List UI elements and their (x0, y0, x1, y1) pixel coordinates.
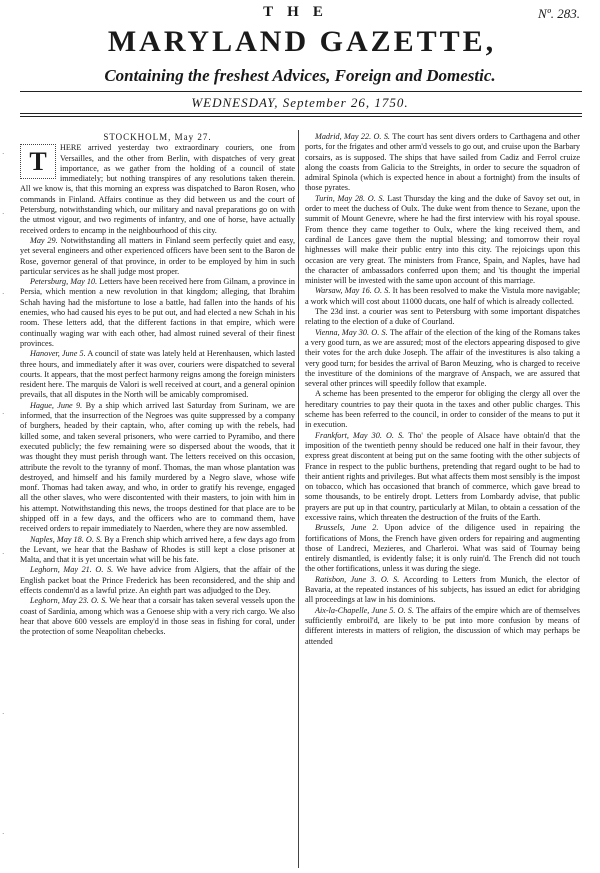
article-text: It has been resolved to make the Vistula more navigable; a work which will cost about 11000 ducats, one half of which is already collected. (305, 286, 580, 306)
article-paragraph (20, 565, 295, 596)
issue-number: Nº. 283. (538, 6, 580, 21)
left-column (20, 132, 295, 867)
opening-article (20, 143, 295, 236)
masthead-the: THE (263, 4, 337, 20)
page-edge-marks: · · · · · · · (2, 150, 5, 838)
article-text: The affair of the election of the king of the Romans takes a very good turn, as we are assured; most of the electors appearing disposed to give their votes for the arch duke Joseph. The affair of the investitures is also taking a very good turn; for besides the arrival of Baron Meuzing, who is charged to receive the investiture of the dominions of the margrave of Anspach, we are assured that several other princes will speedily follow that example. (305, 327, 580, 389)
article-paragraph (305, 132, 580, 194)
article-dateline: Aix-la-Chapelle, June 5. O. S. (315, 605, 414, 615)
article-text: We hear that a corsair has taken several vessels upon the coast of Sardinia, among which was a Genoese ship with a very rich cargo. We also hear that above 600 vessels are employ'd in those seas in fishing for coral, under the protection of some Neapolitan chebecks. (20, 596, 295, 637)
article-dateline: Ratisbon, June 3. O. S. (315, 574, 400, 584)
dateline: WEDNESDAY, September 26, 1750. (191, 95, 409, 110)
article-text: Upon advice of the diligence used in repairing the fortifications of Mons, the French have given orders for repairing and augmenting those of Landreci, Mezieres, and Charleroi. What was said of Tournay being entirely dismantled, is evidently false; it is only ruin'd. The French did not touch the other fortifications, unless it was during the siege. (305, 523, 580, 574)
article-text: We have advice from Algiers, that the affair of the English packet boat the Prince Frederick has been reconsidered, and the ship and effects condemn'd as a lawful prize. An eighth part was adjudged to the Dey. (20, 565, 295, 596)
article-text: Tho' the people of Alsace have obtain'd that the imposition of the twentieth penny should be reduced one half in their favour, they express great discontent at being put on the same footing with the other subjects of France in respect to the public burthens, pretending that regard ought to be had to their antient rights and privileges. But what affects them most sensibly is the impost on tobacco, which has occasioned that branch of commerce, which gave bread to some thousands, to be entirely dropt. Letters from Lombardy advise, that public prayers are put up in that country, particularly at Milan, to obtain a cessation of the excessive rains, which threaten the destruction of the fruits of the Earth. (305, 430, 580, 522)
opening-dateline: STOCKHOLM, May 27. (103, 132, 212, 142)
article-paragraph (305, 194, 580, 287)
article-dateline: Turin, May 28. O. S. (315, 193, 385, 203)
article-dateline: May 29. (30, 235, 58, 245)
article-paragraph (20, 535, 295, 566)
article-dateline: Hague, June 9. (30, 400, 83, 410)
article-text: The affairs of the empire which are of themselves sufficiently embroil'd, are likely to be put into more confusion by means of different interests in matters of religion, the discussion of which may perhaps be attended (305, 605, 580, 646)
article-paragraph (20, 401, 295, 535)
article-paragraph (305, 307, 580, 328)
right-articles (305, 132, 580, 647)
article-paragraph (305, 606, 580, 647)
article-text: The 23d inst. a courier was sent to Petersburg with some important dispatches relating to the election of a duke of Courland. (305, 307, 580, 327)
left-articles (20, 236, 295, 638)
article-paragraph (20, 236, 295, 277)
article-dateline: Warsaw, May 16. O. S. (315, 286, 391, 296)
article-dateline: Madrid, May 22. O. S. (315, 132, 390, 141)
article-paragraph (305, 523, 580, 574)
article-paragraph (305, 286, 580, 307)
article-dateline: Vienna, May 30. O. S. (315, 327, 388, 337)
article-dateline: Hanover, June 5. (30, 349, 86, 359)
newspaper-title: MARYLAND GAZETTE, (107, 25, 497, 58)
article-text: According to Letters from Munich, the elector of Bavaria, at the repeated instances of his subjects, has issued an edict for abridging all proceedings at law in his dominions. (305, 574, 580, 605)
article-dateline: Petersburg, May 10. (30, 277, 98, 287)
article-paragraph (305, 389, 580, 430)
article-text: By a ship which arrived last Saturday from Surinam, we are informed, that the insurrection of the Negroes was quite suppressed by a company of burghers, headed by their captain, who, after coming up with the rebels, had killed some, and taken several prisoners, who were carried to Pyramibo, and there executed publicly; the few remaining were so dispersed about the woods, that it was thought they must perish through want. The letters received on this occasion, attribute the revolt to the tyranny of monf. Thomas, the man whose plantation was destroyed, and himself and his family murdered by a Negro slave, whose wife monf. Thomas had taken away, and who, in order to gratify his revenge, engaged all the other slaves, who were discontented with their masters, to join with him in his attempt. Notwithstanding this news, the troops destined for that place are to be shipped off in a few days, and the officers who are to command them, have received orders to repair immediately to Naerden, where they are now assembled. (20, 400, 295, 534)
right-column (305, 132, 580, 867)
article-text: By a French ship which arrived here, a few days ago from the Levant, we hear that the Bashaw of Rhodes is still kept a close prisoner at Malta, and that it is yet uncertain what will be his fate. (20, 534, 295, 565)
article-text: The court has sent divers orders to Carthagena and other ports, for the frigates and other arm'd vessels to go out, and cruise upon the Barbary corsairs, as is supposed. The ships that have sailed from Cadiz and Ferrol cruize along the coasts from Galicia to the Streights, in order to secure the squadron of admiral Spinola (which is expected hence in about a fortnight) from the insults of those pyrates. (305, 132, 580, 193)
article-paragraph (305, 575, 580, 606)
article-dateline: Naples, May 18. O. S. (30, 534, 103, 544)
rule-middle (20, 113, 582, 114)
opening-text: HERE arrived yesterday two extraordinary couriers, one from Versailles, and the other from Berlin, with dispatches of very great importance, as we gather from the holding of a council of state immediately; but nothing transpires of any resolutions taken therein. All we know is, that this morning an express was dispatched to Baron Rosen, who commands in Finland. Affairs continue as they did between us and the court of Petersburg, notwithstanding which, our military and naval preparations go on with the utmost vigour, and two regiments of infantry, and one of horse, have actually received orders to encamp in the neighbourhood of this city. (20, 143, 295, 235)
article-text: A scheme has been presented to the emperor for obliging the clergy all over the hereditary countries to pay their quota in the taxes and other public charges. This scheme has been referred to the council, in order to consider of the means to put it in execution. (305, 389, 580, 430)
article-dateline: Leghorn, May 23. O. S. (30, 596, 108, 606)
article-paragraph (20, 596, 295, 637)
newspaper-subtitle: Containing the freshest Advices, Foreign and Domestic. (104, 66, 496, 85)
rule-top (20, 91, 582, 92)
column-divider (298, 130, 299, 868)
article-dateline: Leghorn, May 21. O. S. (30, 565, 114, 575)
article-dateline: Brussels, June 2. (315, 523, 379, 533)
article-paragraph (305, 328, 580, 390)
article-paragraph (305, 431, 580, 524)
article-paragraph (20, 277, 295, 349)
article-text: Last Thursday the king and the duke of Savoy set out, in order to meet the duchess of Oulx. The duke went from thence to Sezane, upon the summit of Mount Genevre, where he had the first interview with his royal spouse. From thence they came together to Oulx, where the king received them, and cardinal de Lances gave them the nuptial blessing; and tomorrow their royal highnesses will make their public entry into this city. The rejoicings upon this occasion are very great. The ministers from France, Spain, and Naples, have had the character of ambassadors conferred upon them; and 'tis thought the imperial minister will be invested with the same upon account of this marriage. (305, 193, 580, 286)
article-text: Letters have been received here from Gilnam, a province in Persia, which mention a new revolution in that kingdom; alleging, that Ibrahim Schah having had the misfortune to lose a battle, had fallen into the hands of his enemies, who had caused his eyes to be put out, and had elected a new Schah in his room. These letters add, that the different factions in that empire, which were continually waging war with each other, had almost ruined several of their finest provinces. (20, 277, 295, 348)
rule-double (20, 116, 582, 117)
drop-cap: T (20, 144, 56, 179)
article-paragraph (20, 349, 295, 400)
article-text: Notwithstanding all matters in Finland seem perfectly quiet and easy, yet several engineers and other experienced officers have been sent to the Baron de Rose, governor general of that province, in order to be employed by him in such particular services as he shall judge most proper. (20, 235, 295, 276)
article-text: A council of state was lately held at Herenhausen, which lasted three hours, and immediately after it was over, couriers were dispatched to several courts. It appears, that the most perfect harmony reigns among the foreign ministers resident here. The marquis de Valori is well received at court, and a general opinion prevails, that all disputes in the North will be amicably compromised. (20, 349, 295, 400)
article-dateline: Frankfort, May 30. O. S. (315, 430, 405, 440)
